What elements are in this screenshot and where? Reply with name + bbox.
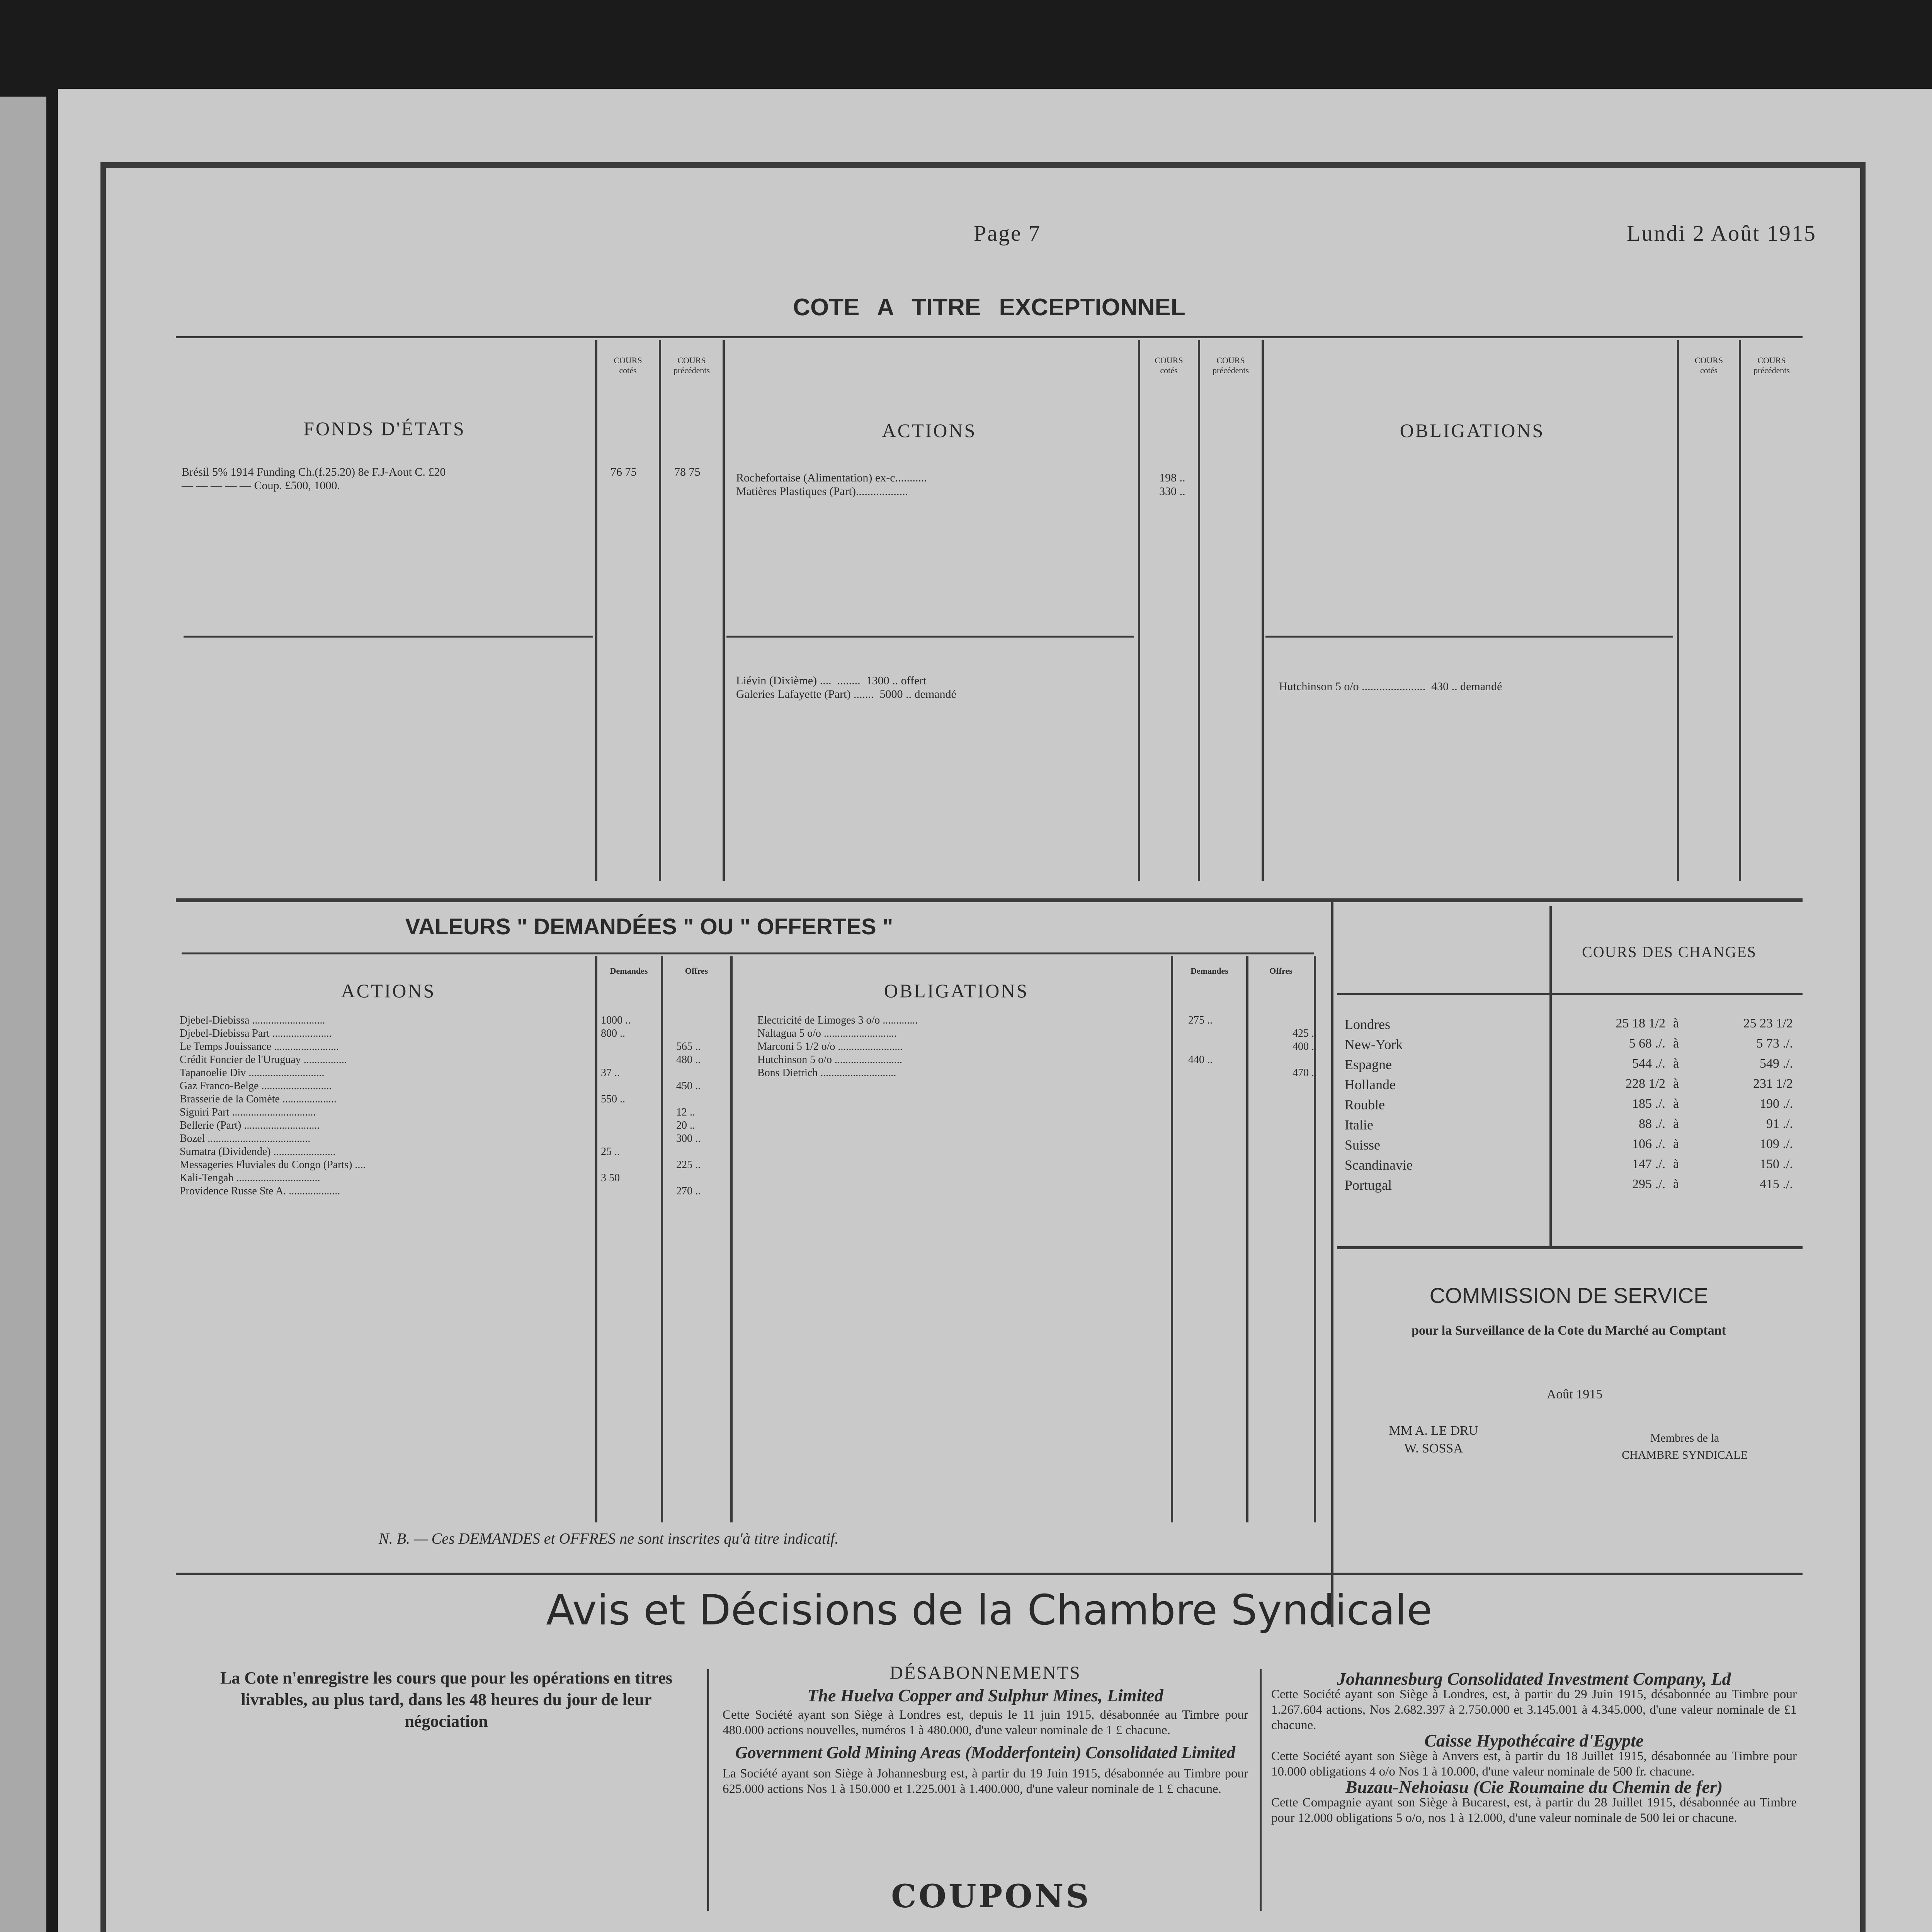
- caisse-text: Cette Société ayant son Siège à Anvers est, à partir du 18 Juillet 1915, désabonnée au Timbre pour 10.000 obligations 4 o/o Nos 1 à 10.000, d'une valeur nominale de 500 fr. chacune.: [1271, 1749, 1797, 1779]
- change-from: 5 68 ./.: [1629, 1036, 1665, 1051]
- oblig-bottom-line: Hutchinson 5 o/o ...................... 430 .. demandé: [1279, 680, 1502, 693]
- valeur-action-dem: 37 ..: [601, 1067, 620, 1079]
- valeur-action-name: Providence Russe Ste A. ...................: [180, 1185, 340, 1197]
- cote-col-rule: [1739, 340, 1741, 881]
- valeur-action-off: 300 ..: [676, 1133, 701, 1145]
- valeur-oblig-dem: 440 ..: [1188, 1054, 1213, 1066]
- commission-members: [1337, 1422, 1530, 1458]
- off-header: Offres: [685, 966, 708, 976]
- valeur-action-name: Sumatra (Dividende) .......................: [180, 1146, 336, 1158]
- gov-text: La Société ayant son Siège à Johannesburg est, à partir du 19 Juin 1915, désabonnée au Timbre pour 625.000 actions Nos 1 à 150.000 et 1.225.001 à 1.400.000, d'une valeur nominale de 1 £ chacune.: [723, 1767, 1248, 1796]
- page-date: Lundi 2 Août 1915: [1627, 221, 1816, 246]
- change-a: à: [1673, 1117, 1679, 1131]
- gov-title: Government Gold Mining Areas (Modderfontein) Consolidated Limited: [735, 1743, 1235, 1762]
- valeur-action-off: 270 ..: [676, 1185, 701, 1197]
- valeur-action-off: 225 ..: [676, 1159, 701, 1171]
- valeur-action-off: 480 ..: [676, 1054, 701, 1066]
- members-label: CHAMBRE SYNDICALE: [1622, 1449, 1748, 1461]
- valeur-action-name: Bellerie (Part) ............................: [180, 1119, 320, 1131]
- valeur-oblig-name: Marconi 5 1/2 o/o ........................: [757, 1041, 903, 1053]
- section-rule: [1265, 636, 1673, 638]
- change-from: 544 ./.: [1632, 1056, 1665, 1071]
- change-a: à: [1673, 1097, 1679, 1111]
- fonds-line: Brésil 5% 1914 Funding Ch.(f.25.20) 8e F.J-Aout C. £20: [182, 466, 446, 478]
- change-place: Rouble: [1345, 1097, 1385, 1112]
- avis-left-text: La Cote n'enregistre les cours que pour les opérations en titres livrables, au plus tard, dans les 48 heures du jour de leur négociation: [220, 1668, 672, 1731]
- valeur-action-name: Siguiri Part ...............................: [180, 1106, 316, 1118]
- commission-subtitle: pour la Surveillance de la Cote du Marché au Comptant: [1412, 1323, 1726, 1338]
- section-rule: [184, 636, 593, 638]
- page-number: Page 7: [974, 221, 1041, 246]
- change-to: 190 ./.: [1760, 1097, 1793, 1111]
- commission-members-label: [1577, 1430, 1793, 1464]
- change-place: Italie: [1345, 1117, 1373, 1133]
- change-from: 185 ./.: [1632, 1097, 1665, 1111]
- valeur-oblig-dem: 275 ..: [1188, 1014, 1213, 1026]
- change-a: à: [1673, 1157, 1679, 1171]
- change-place: Scandinavie: [1345, 1157, 1413, 1173]
- valeur-action-off: 450 ..: [676, 1080, 701, 1092]
- actions-heading: ACTIONS: [882, 420, 977, 441]
- valeur-action-name: Gaz Franco-Belge ..........................: [180, 1080, 332, 1092]
- valeur-oblig-name: Naltagua 5 o/o ...........................: [757, 1027, 897, 1039]
- valeur-oblig-off: 425 ..: [1293, 1027, 1317, 1039]
- change-from: 25 18 1/2: [1616, 1016, 1665, 1031]
- fonds-etats-heading: FONDS D'ÉTATS: [303, 418, 466, 439]
- off-header: Offres: [1269, 966, 1293, 976]
- fonds-prec: 78 75: [674, 466, 701, 478]
- cote-col-rule: [1198, 340, 1200, 881]
- change-to: 5 73 ./.: [1756, 1036, 1793, 1051]
- desabonnements-column: [723, 1665, 1248, 1797]
- cote-col-rule: [1262, 340, 1264, 881]
- jcic-text: Cette Société ayant son Siège à Londres, est, à partir du 29 Juin 1915, désabonnée au Timbre pour 1.267.604 actions, Nos 2.682.397 à 2.750.000 et 3.145.001 à 4.345.000, d'une valeur nominale de £1 chacune.: [1271, 1687, 1797, 1732]
- valeur-action-dem: 25 ..: [601, 1146, 620, 1158]
- valeurs-col-rule: [661, 956, 663, 1522]
- commission-title: COMMISSION DE SERVICE: [1429, 1283, 1708, 1308]
- jcic-title: Johannesburg Consolidated Investment Company, Ld: [1337, 1669, 1731, 1689]
- cours-header: COURS cotés: [1694, 355, 1723, 375]
- change-from: 228 1/2: [1626, 1077, 1665, 1091]
- valeur-action-name: Tapanoelie Div ............................: [180, 1067, 325, 1079]
- avis-col-rule: [707, 1669, 709, 1911]
- changes-rule: [1337, 993, 1803, 995]
- valeur-action-off: 565 ..: [676, 1041, 701, 1053]
- valeur-action-dem: 1000 ..: [601, 1014, 631, 1026]
- actions-bottom-line: Liévin (Dixième) .... ........ 1300 .. offert: [736, 674, 927, 687]
- cote-rule: [176, 336, 1803, 338]
- valeurs-oblig-heading: OBLIGATIONS: [884, 980, 1029, 1002]
- valeur-action-dem: 550 ..: [601, 1093, 625, 1105]
- huelva-title: The Huelva Copper and Sulphur Mines, Limited: [807, 1685, 1163, 1705]
- valeur-action-name: Djebel-Diebissa ...........................: [180, 1014, 325, 1026]
- change-place: Portugal: [1345, 1177, 1392, 1193]
- change-to: 231 1/2: [1753, 1077, 1793, 1091]
- huelva-text: Cette Société ayant son Siège à Londres est, depuis le 11 juin 1915, désabonnée au Timbre pour 480.000 actions nouvelles, numéros 1 à 480.000, d'une valeur nominale de 1 £ chacune.: [723, 1708, 1248, 1737]
- actions-line: Rochefortaise (Alimentation) ex-c...........: [736, 471, 927, 484]
- coupons-title: COUPONS: [891, 1878, 1091, 1915]
- change-a: à: [1673, 1036, 1679, 1051]
- valeur-oblig-name: Electricité de Limoges 3 o/o .............: [757, 1014, 918, 1026]
- change-from: 88 ./.: [1639, 1117, 1665, 1131]
- change-to: 549 ./.: [1760, 1056, 1793, 1071]
- valeurs-actions-heading: ACTIONS: [341, 980, 436, 1002]
- change-a: à: [1673, 1077, 1679, 1091]
- valeur-action-name: Le Temps Jouissance ........................: [180, 1041, 339, 1053]
- change-place: New-York: [1345, 1037, 1403, 1052]
- obligations-heading: OBLIGATIONS: [1400, 420, 1545, 441]
- change-place: Suisse: [1345, 1137, 1381, 1153]
- change-to: 91 ./.: [1766, 1117, 1793, 1131]
- cote-col-rule: [1138, 340, 1140, 881]
- valeur-action-off: 12 ..: [676, 1106, 695, 1118]
- change-a: à: [1673, 1016, 1679, 1031]
- fonds-cours: 76 75: [611, 466, 637, 478]
- valeur-oblig-off: 470 ..: [1293, 1067, 1317, 1079]
- cote-title: COTE A TITRE EXCEPTIONNEL: [793, 294, 1185, 321]
- fonds-line: — — — — — Coup. £500, 1000.: [182, 479, 340, 492]
- valeur-oblig-name: Hutchinson 5 o/o .........................: [757, 1054, 902, 1066]
- valeur-action-name: Djebel-Diebissa Part ......................: [180, 1027, 332, 1039]
- desab-right-column: [1271, 1671, 1797, 1826]
- avis-rule: [176, 1573, 1803, 1575]
- changes-col-rule: [1549, 906, 1552, 1246]
- caisse-title: Caisse Hypothécaire d'Egypte: [1424, 1731, 1644, 1750]
- cours-prec-header: COURS précédents: [673, 355, 710, 375]
- commission-month: Août 1915: [1546, 1387, 1603, 1401]
- change-place: Espagne: [1345, 1057, 1392, 1072]
- cote-col-rule: [1677, 340, 1679, 881]
- change-from: 295 ./.: [1632, 1177, 1665, 1191]
- commission-rule: [1337, 1246, 1803, 1249]
- valeur-action-name: Brasserie de la Comète ....................: [180, 1093, 337, 1105]
- valeur-oblig-off: 400 ..: [1293, 1041, 1317, 1053]
- valeurs-rule: [176, 898, 1803, 902]
- member-name: W. SOSSA: [1404, 1441, 1463, 1456]
- cote-col-rule: [659, 340, 661, 881]
- member-name: MM A. LE DRU: [1389, 1423, 1478, 1438]
- change-a: à: [1673, 1056, 1679, 1071]
- section-rule: [726, 636, 1134, 638]
- changes-title: COURS DES CHANGES: [1582, 943, 1757, 961]
- cours-header: COURS cotés: [614, 355, 642, 375]
- actions-line: Matières Plastiques (Part)..................: [736, 485, 908, 498]
- change-place: Londres: [1345, 1017, 1390, 1032]
- cours-prec-header: COURS précédents: [1212, 355, 1249, 375]
- valeur-oblig-name: Bons Dietrich ............................: [757, 1067, 896, 1079]
- cours-prec-header: COURS précédents: [1753, 355, 1790, 375]
- valeur-action-name: Bozel ......................................: [180, 1133, 311, 1145]
- actions-bottom-line: Galeries Lafayette (Part) ....... 5000 .. demandé: [736, 688, 956, 701]
- change-to: 415 ./.: [1760, 1177, 1793, 1191]
- actions-cours: 330 ..: [1159, 485, 1185, 498]
- change-to: 150 ./.: [1760, 1157, 1793, 1171]
- valeurs-col-rule: [1171, 956, 1173, 1522]
- cote-col-rule: [595, 340, 597, 881]
- valeurs-col-rule: [595, 956, 597, 1522]
- avis-col-rule: [1260, 1669, 1262, 1911]
- valeur-action-off: 20 ..: [676, 1119, 695, 1131]
- changes-divider: [1331, 900, 1333, 1627]
- change-to: 109 ./.: [1760, 1137, 1793, 1151]
- buzau-title: Buzau-Nehoiasu (Cie Roumaine du Chemin de fer): [1345, 1777, 1723, 1797]
- change-from: 147 ./.: [1632, 1157, 1665, 1171]
- desab-title: DÉSABONNEMENTS: [889, 1663, 1081, 1683]
- change-to: 25 23 1/2: [1743, 1016, 1793, 1031]
- valeur-action-name: Crédit Foncier de l'Uruguay ................: [180, 1054, 347, 1066]
- valeurs-title: VALEURS " DEMANDÉES " OU " OFFERTES ": [405, 914, 893, 939]
- valeur-action-name: Messageries Fluviales du Congo (Parts) ....: [180, 1159, 366, 1171]
- change-a: à: [1673, 1137, 1679, 1151]
- valeur-action-dem: 800 ..: [601, 1027, 625, 1039]
- valeur-action-dem: 3 50: [601, 1172, 620, 1184]
- buzau-text: Cette Compagnie ayant son Siège à Bucarest, est, à partir du 28 Juillet 1915, désabonnée au Timbre pour 12.000 obligations 5 o/o, nos 1 à 12.000, d'une valeur nominale de 500 lei or chacune.: [1271, 1796, 1797, 1825]
- cote-col-rule: [723, 340, 725, 881]
- valeurs-rule: [182, 952, 1314, 954]
- nb-note: N. B. — Ces DEMANDES et OFFRES ne sont inscrites qu'à titre indicatif.: [379, 1530, 839, 1547]
- change-a: à: [1673, 1177, 1679, 1191]
- change-from: 106 ./.: [1632, 1137, 1665, 1151]
- actions-cours: 198 ..: [1159, 471, 1185, 484]
- cours-header: COURS cotés: [1155, 355, 1183, 375]
- dem-header: Demandes: [1190, 966, 1228, 976]
- valeurs-col-rule: [730, 956, 733, 1522]
- change-place: Hollande: [1345, 1077, 1396, 1092]
- avis-title: Avis et Décisions de la Chambre Syndicale: [546, 1586, 1432, 1634]
- valeur-action-name: Kali-Tengah ...............................: [180, 1172, 320, 1184]
- valeurs-col-rule: [1246, 956, 1248, 1522]
- dem-header: Demandes: [610, 966, 648, 976]
- facing-page-edge: [0, 97, 46, 1932]
- members-label: Membres de la: [1650, 1432, 1719, 1444]
